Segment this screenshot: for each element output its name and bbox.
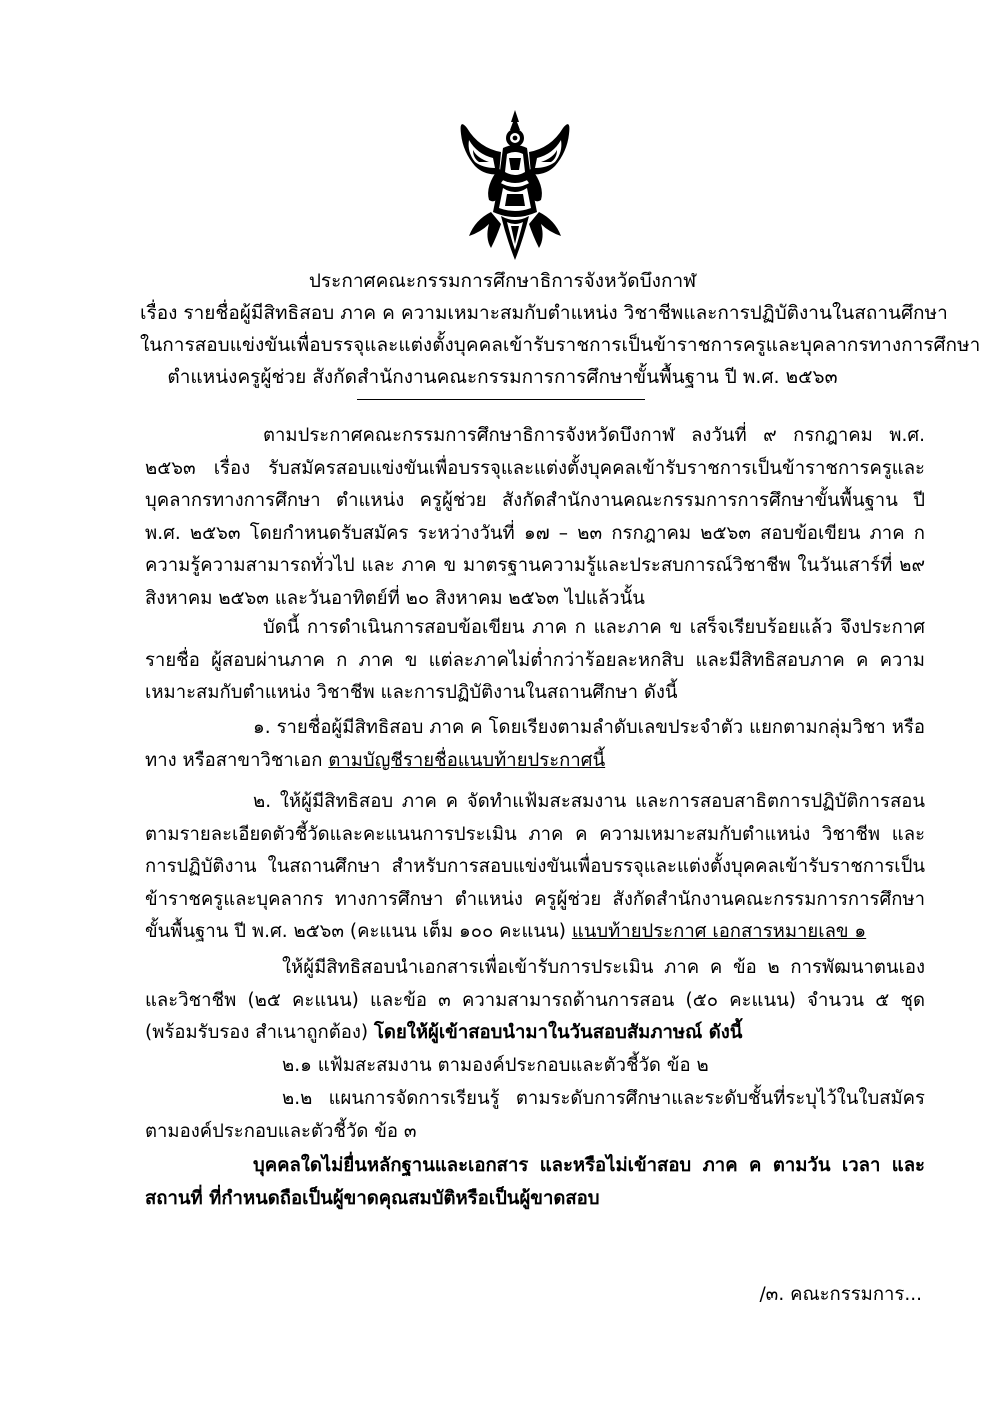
paragraph-announcement: บัดนี้ การดำเนินการสอบข้อเขียน ภาค ก และภาค ข เสร็จเรียบร้อยแล้ว จึงประกาศรายชื่อ ผู้สอบผ่านภาค ก ภาค ข แต่ละภาคไม่ต่ำกว่าร้อยละหกสิบ และมีสิทธิสอบภาค ค ความเหมาะสมกับตำแหน่ง วิชาชีพ และการปฏิบัติงานในสถานศึกษา ดังนี้ [145, 617, 925, 703]
documents-bold-text: โดยให้ผู้เข้าสอบนำมาในวันสอบสัมภาษณ์ ดังนี้ [374, 1022, 743, 1043]
title-line-2: เรื่อง รายชื่อผู้มีสิทธิสอบ ภาค ค ความเหมาะสมกับตำแหน่ง วิชาชีพและการปฏิบัติงานในสถานศึกษา [140, 302, 948, 324]
garuda-emblem-icon [445, 108, 585, 266]
paragraph-item-2 [145, 786, 925, 949]
sub-item-2-2: ๒.๒ แผนการจัดการเรียนรู้ ตามระดับการศึกษาและระดับชั้นที่ระบุไว้ในใบสมัคร ตามองค์ประกอบและตัวชี้วัด ข้อ ๓ [145, 1088, 925, 1142]
title-line-4: ตำแหน่งครูผู้ช่วย สังกัดสำนักงานคณะกรรมการการศึกษาขั้นพื้นฐาน ปี พ.ศ. ๒๕๖๓ [167, 366, 838, 388]
item-1-attachment-link: ตามบัญชีรายชื่อแนบท้ายประกาศนี้ [328, 749, 606, 771]
announcement-title [140, 265, 981, 393]
paragraph-reference: ตามประกาศคณะกรรมการศึกษาธิการจังหวัดบึงกาฬ ลงวันที่ ๙ กรกฎาคม พ.ศ. ๒๕๖๓ เรื่อง รับสมัครสอบแข่งขันเพื่อบรรจุและแต่งตั้งบุคคลเข้ารับราชการเป็นข้าราชการครูและบุคลากรทางการศึกษา ตำแหน่ง ครูผู้ช่วย สังกัดสำนักงานคณะกรรมการการศึกษาขั้นพื้นฐาน ปี พ.ศ. ๒๕๖๓ โดยกำหนดรับสมัคร ระหว่างวันที่ ๑๗ – ๒๓ กรกฎาคม ๒๕๖๓ สอบข้อเขียน ภาค ก ความรู้ความสามารถทั่วไป และ ภาค ข มาตรฐานความรู้และประสบการณ์วิชาชีพ ในวันเสาร์ที่ ๒๙ สิงหาคม ๒๕๖๓ และวันอาทิตย์ที่ ๒๐ สิงหาคม ๒๕๖๓ ไปแล้วนั้น [145, 425, 925, 609]
paragraph-item-1 [145, 712, 925, 777]
title-divider [357, 399, 645, 400]
item-1-text: ๑. รายชื่อผู้มีสิทธิสอบ ภาค ค โดยเรียงตามลำดับเลขประจำตัว แยกตามกลุ่มวิชา หรือทาง หรือสาขาวิชาเอก [145, 717, 925, 771]
documents-text: ให้ผู้มีสิทธิสอบนำเอกสารเพื่อเข้ารับการประเมิน ภาค ค ข้อ ๒ การพัฒนาตนเอง และวิชาชีพ (๒๕ คะแนน) และข้อ ๓ ความสามารถด้านการสอน (๕๐ คะแนน) จำนวน ๕ ชุด (พร้อมรับรอง สำเนาถูกต้อง) [145, 957, 925, 1043]
paragraph-disqualification: บุคคลใดไม่ยื่นหลักฐานและเอกสาร และหรือไม่เข้าสอบ ภาค ค ตามวัน เวลา และสถานที่ ที่กำหนดถือเป็นผู้ขาดคุณสมบัติหรือเป็นผู้ขาดสอบ [145, 1155, 925, 1209]
title-line-1: ประกาศคณะกรรมการศึกษาธิการจังหวัดบึงกาฬ [308, 270, 697, 292]
sub-item-2-1: ๒.๑ แฟ้มสะสมงาน ตามองค์ประกอบและตัวชี้วัด ข้อ ๒ [282, 1055, 709, 1076]
item-2-attachment-link: แนบท้ายประกาศ เอกสารหมายเลข ๑ [571, 921, 867, 942]
item-2-text: ๒. ให้ผู้มีสิทธิสอบ ภาค ค จัดทำแฟ้มสะสมงาน และการสอบสาธิตการปฏิบัติการสอน ตามรายละเอียดตัวชี้วัดและคะแนนการประเมิน ภาค ค ความเหมาะสมกับตำแหน่ง วิชาชีพ และการปฏิบัติงาน ในสถานศึกษา สำหรับการสอบแข่งขันเพื่อบรรจุและแต่งตั้งบุคคลเข้ารับราชการเป็นข้าราชครูและบุคลากร ทางการศึกษา ตำแหน่ง ครูผู้ช่วย สังกัดสำนักงานคณะกรรมการการศึกษาขั้นพื้นฐาน ปี พ.ศ. ๒๕๖๓ (คะแนน เต็ม ๑๐๐ คะแนน) [145, 791, 925, 942]
page-continuation: /๓. คณะกรรมการ... [759, 1284, 922, 1305]
paragraph-documents [145, 952, 925, 1050]
title-line-3: ในการสอบแข่งขันเพื่อบรรจุและแต่งตั้งบุคคลเข้ารับราชการเป็นข้าราชการครูและบุคลากรทางการศึกษา [140, 334, 981, 356]
